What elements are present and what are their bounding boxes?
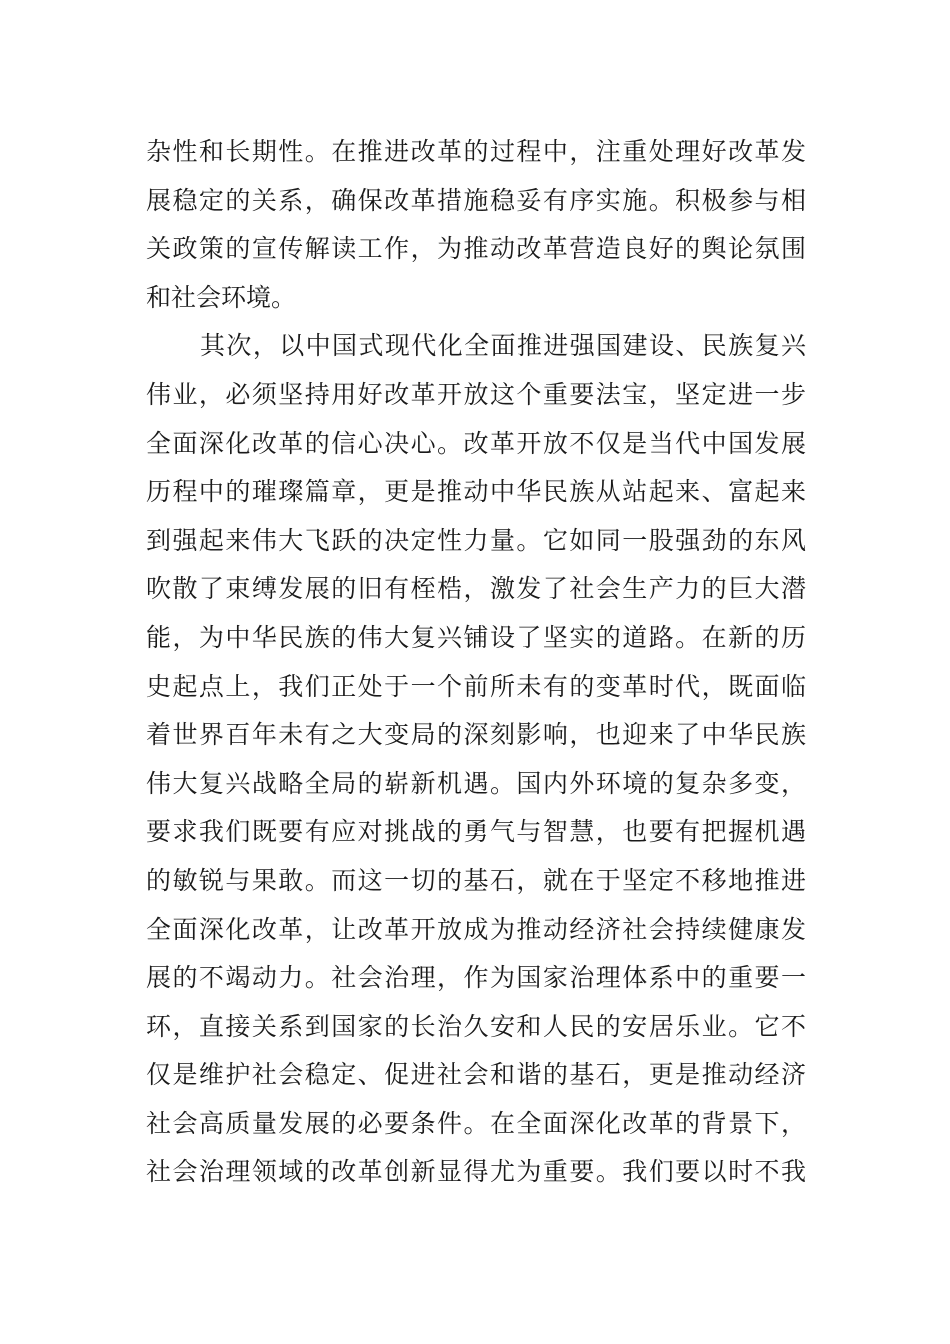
text-line: 吹散了束缚发展的旧有桎梏，激发了社会生产力的巨大潜 bbox=[146, 574, 806, 604]
text-line: 的敏锐与果敢。而这一切的基石，就在于坚定不移地推进 bbox=[146, 865, 806, 895]
text-line: 关政策的宣传解读工作，为推动改革营造良好的舆论氛围 bbox=[146, 234, 806, 264]
text-line: 到强起来伟大飞跃的决定性力量。它如同一股强劲的东风 bbox=[146, 525, 806, 555]
text-line: 环，直接关系到国家的长治久安和人民的安居乐业。它不 bbox=[146, 1011, 806, 1041]
text-line: 全面深化改革，让改革开放成为推动经济社会持续健康发 bbox=[146, 914, 806, 944]
text-line: 伟业，必须坚持用好改革开放这个重要法宝，坚定进一步 bbox=[146, 379, 806, 409]
text-line: 全面深化改革的信心决心。改革开放不仅是当代中国发展 bbox=[146, 428, 806, 458]
text-line: 要求我们既要有应对挑战的勇气与智慧，也要有把握机遇 bbox=[146, 817, 806, 847]
text-line: 着世界百年未有之大变局的深刻影响，也迎来了中华民族 bbox=[146, 720, 806, 750]
paragraph bbox=[146, 322, 806, 1197]
body-text bbox=[146, 128, 806, 1197]
text-line: 能，为中华民族的伟大复兴铺设了坚实的道路。在新的历 bbox=[146, 622, 806, 652]
text-line: 社会治理领域的改革创新显得尤为重要。我们要以时不我 bbox=[146, 1157, 806, 1187]
text-line: 历程中的璀璨篇章，更是推动中华民族从站起来、富起来 bbox=[146, 477, 806, 507]
text-line: 仅是维护社会稳定、促进社会和谐的基石，更是推动经济 bbox=[146, 1060, 806, 1090]
text-line: 社会高质量发展的必要条件。在全面深化改革的背景下， bbox=[146, 1108, 806, 1138]
text-line: 和社会环境。 bbox=[146, 282, 297, 312]
text-line: 杂性和长期性。在推进改革的过程中，注重处理好改革发 bbox=[146, 137, 806, 166]
text-line: 史起点上，我们正处于一个前所未有的变革时代，既面临 bbox=[146, 671, 806, 701]
text-line: 伟大复兴战略全局的崭新机遇。国内外环境的复杂多变， bbox=[146, 768, 806, 798]
text-line: 其次，以中国式现代化全面推进强国建设、民族复兴 bbox=[200, 331, 806, 361]
paragraph bbox=[146, 128, 806, 322]
text-line: 展的不竭动力。社会治理，作为国家治理体系中的重要一 bbox=[146, 963, 806, 993]
text-line: 展稳定的关系，确保改革措施稳妥有序实施。积极参与相 bbox=[146, 185, 806, 215]
